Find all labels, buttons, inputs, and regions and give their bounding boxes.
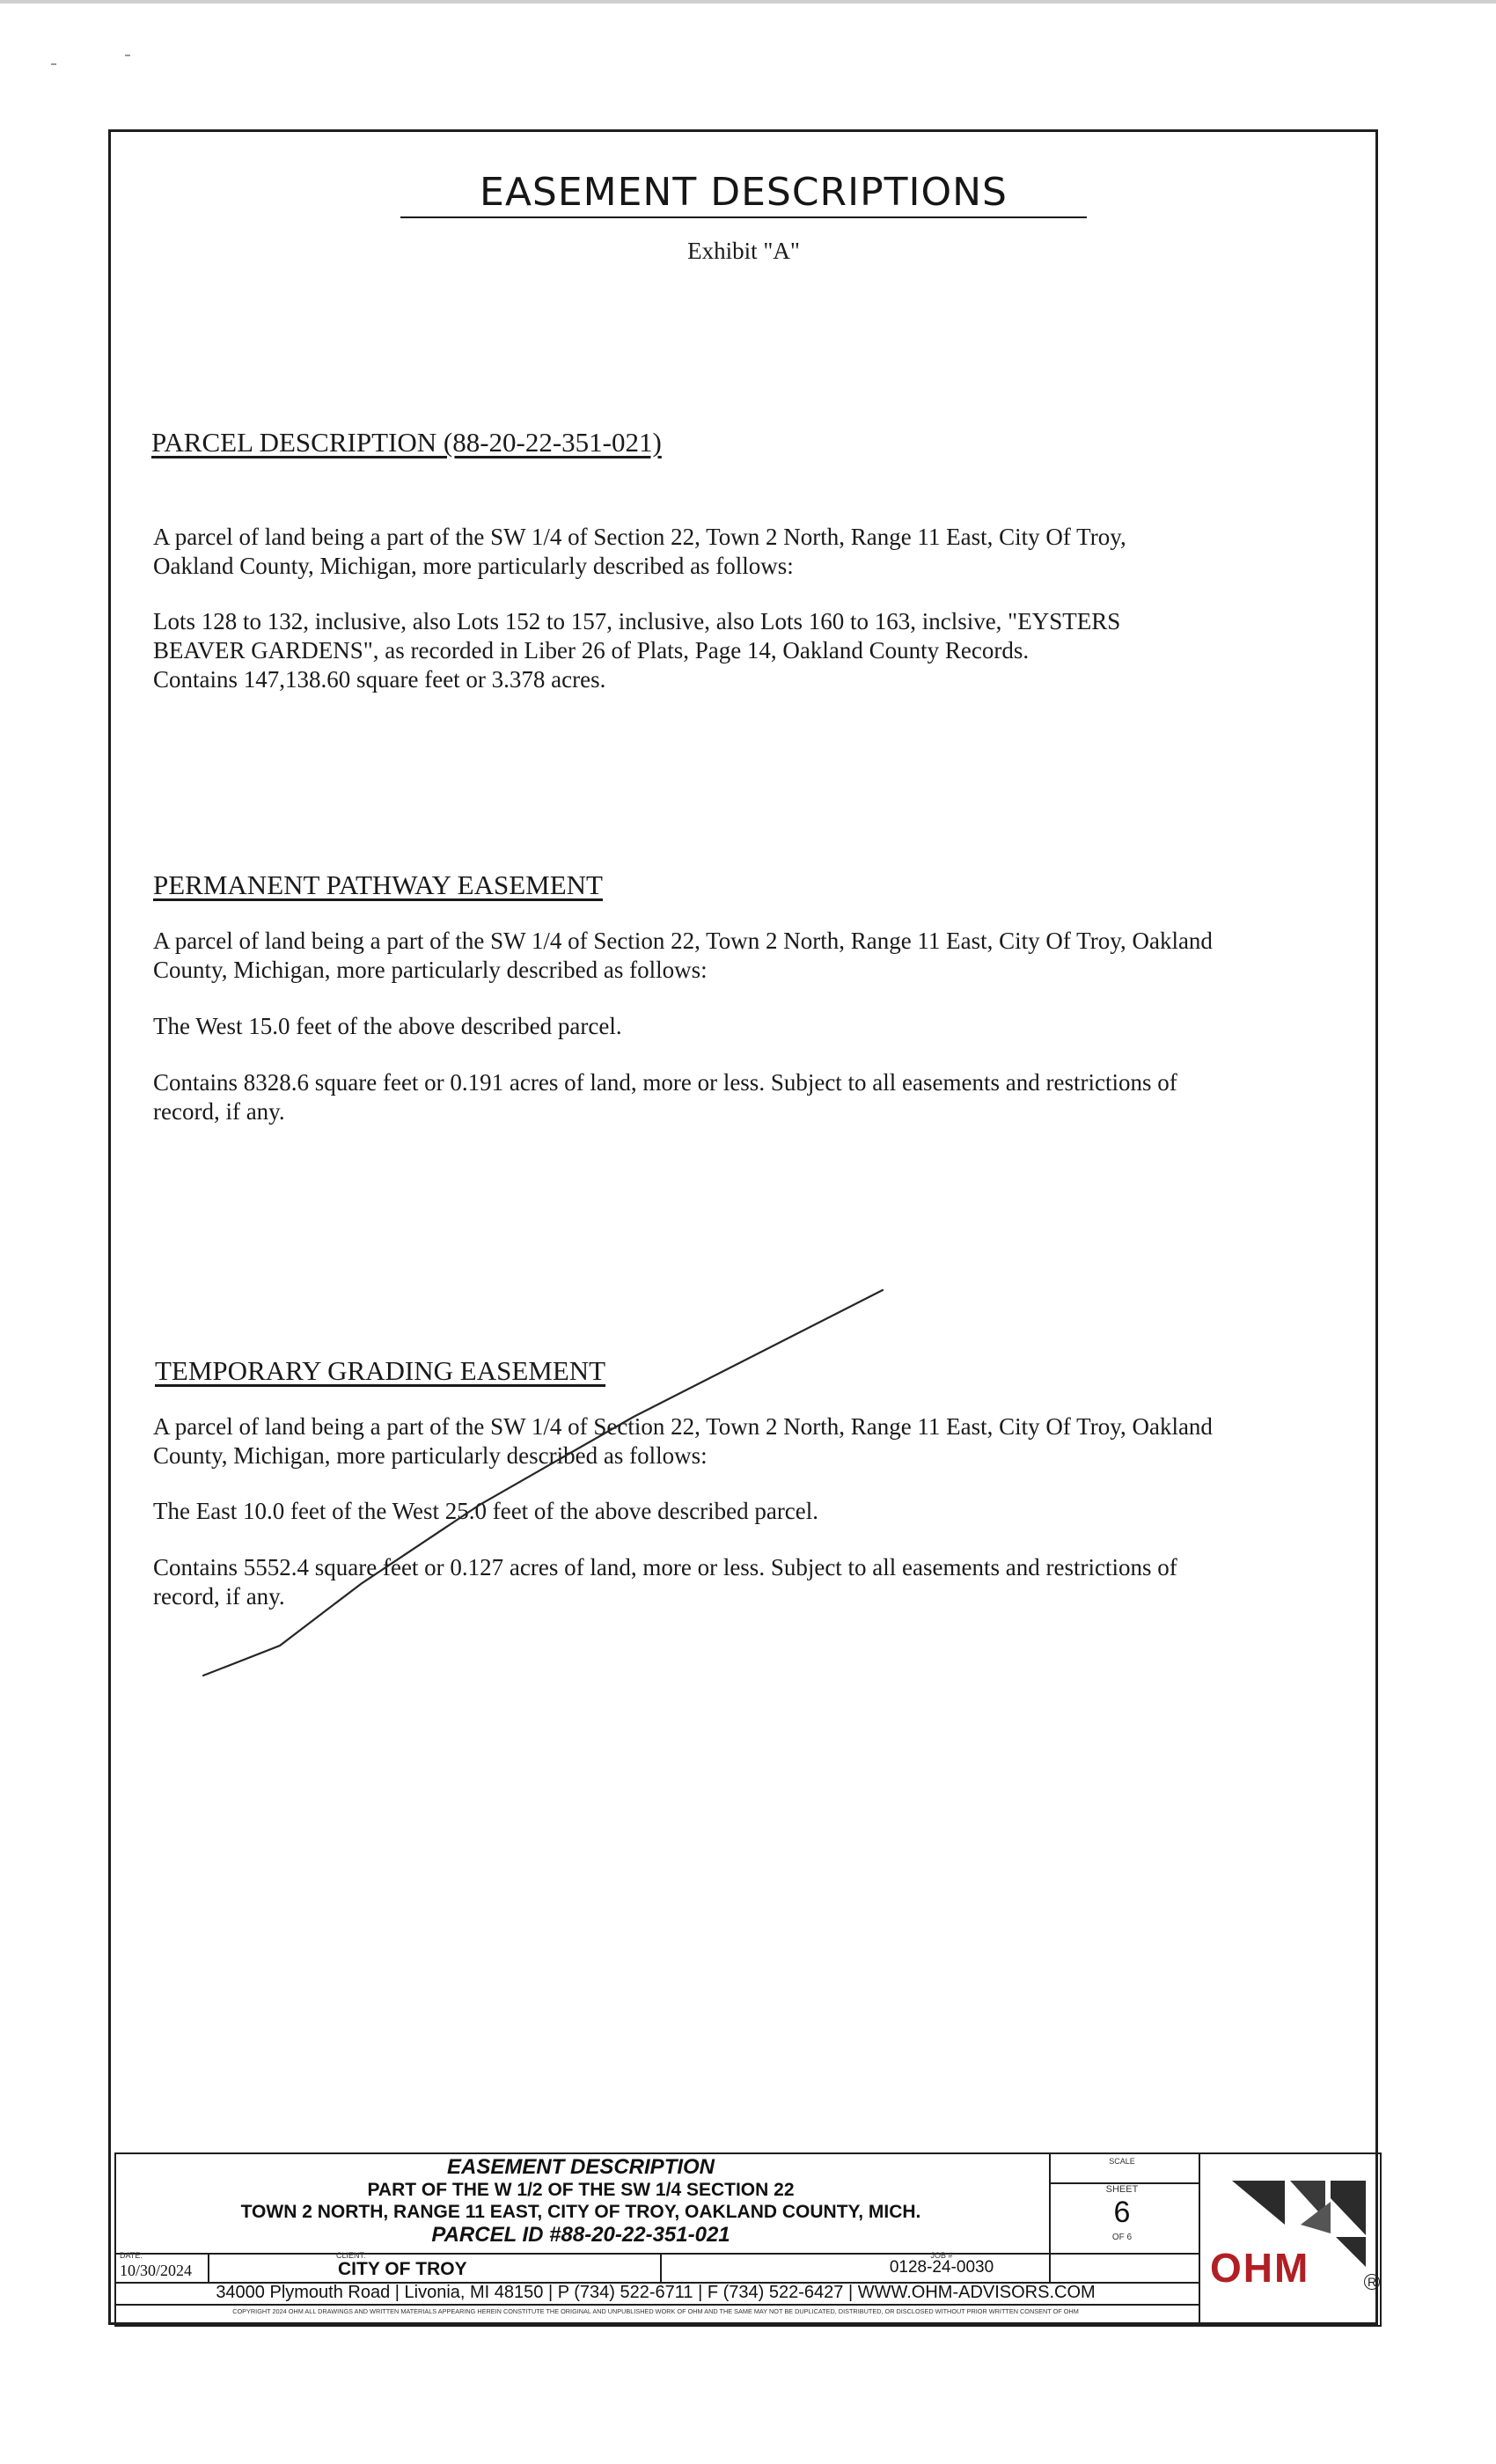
parcel-paragraph-1: [153, 523, 1297, 581]
grading-paragraph-2: [153, 1497, 1297, 1526]
date-label: DATE:: [120, 2251, 143, 2260]
parcel-paragraph-2: [153, 607, 1297, 694]
pathway-paragraph-2: [153, 1012, 1297, 1041]
document-title: EASEMENT DESCRIPTIONS: [480, 170, 1008, 215]
text-line: BEAVER GARDENS", as recorded in Liber 26 of Plats, Page 14, Oakland County Records.: [153, 637, 1030, 664]
grading-paragraph-3: [153, 1553, 1297, 1611]
text-line: A parcel of land being a part of the SW 1/4 of Section 22, Town 2 North, Range 11 East, City Of Troy, Oakland: [153, 928, 1213, 954]
grading-heading: TEMPORARY GRADING EASEMENT: [155, 1355, 606, 1386]
client-value: CITY OF TROY: [338, 2259, 467, 2279]
text-line: Contains 5552.4 square feet or 0.127 acres of land, more or less. Subject to all easements and restrictions of: [153, 1554, 1177, 1580]
sheet-of: OF 6: [1111, 2233, 1133, 2242]
text-line: record, if any.: [153, 1583, 285, 1610]
text-line: The East 10.0 feet of the West 25.0 feet of the above described parcel.: [153, 1498, 819, 1524]
text-line: A parcel of land being a part of the SW 1/4 of Section 22, Town 2 North, Range 11 East, City Of Troy, Oakland: [153, 1413, 1213, 1440]
title-block-heading: EASEMENT DESCRIPTION: [446, 2155, 715, 2179]
date-value: 10/30/2024: [120, 2262, 193, 2279]
title-rule: [400, 216, 1087, 218]
text-line: A parcel of land being a part of the SW 1/4 of Section 22, Town 2 North, Range 11 East, City Of Troy,: [153, 524, 1126, 550]
title-block-line-1: PART OF THE W 1/2 OF THE SW 1/4 SECTION 22: [367, 2180, 795, 2200]
title-block-parcel-id: PARCEL ID #88-20-22-351-021: [431, 2223, 730, 2247]
text-line: Oakland County, Michigan, more particularly described as follows:: [153, 553, 794, 579]
ohm-logo-text: OHM: [1210, 2245, 1310, 2291]
text-line: Contains 147,138.60 square feet or 3.378 acres.: [153, 666, 606, 693]
scan-speck: [51, 63, 56, 65]
copyright-line: COPYRIGHT 2024 OHM ALL DRAWINGS AND WRITTEN MATERIALS APPEARING HEREIN CONSTITUTE THE ORIGINAL AND UNPUBLISHED WORK OF OHM AND THE SAME MAY NOT BE DUPLICATED, DISTRIBUTED, OR DISCLOSED WITHOUT PRIOR WRITTEN CONSENT OF OHM: [232, 2307, 1079, 2315]
parcel-heading: PARCEL DESCRIPTION (88-20-22-351-021): [151, 427, 662, 458]
pathway-paragraph-1: [153, 927, 1297, 985]
registered-mark: R: [1364, 2274, 1380, 2290]
scale-label: SCALE: [1109, 2157, 1135, 2166]
grading-paragraph-1: [153, 1412, 1297, 1470]
text-line: Lots 128 to 132, inclusive, also Lots 152 to 157, inclusive, also Lots 160 to 163, inclsive, "EYSTERS: [153, 608, 1121, 634]
page-frame: [108, 129, 1378, 2325]
contact-line: 34000 Plymouth Road | Livonia, MI 48150 | P (734) 522-6711 | F (734) 522-6427 | WWW.OHM-ADVISORS.COM: [216, 2283, 1096, 2302]
scan-edge: [0, 0, 1496, 4]
job-value: 0128-24-0030: [889, 2258, 994, 2277]
sheet-label: SHEET: [1105, 2184, 1139, 2195]
sheet-number: 6: [1113, 2196, 1131, 2229]
pathway-paragraph-3: [153, 1068, 1297, 1126]
title-block-line-2: TOWN 2 NORTH, RANGE 11 EAST, CITY OF TROY, OAKLAND COUNTY, MICH.: [240, 2202, 921, 2222]
text-line: County, Michigan, more particularly described as follows:: [153, 957, 708, 983]
scan-speck: [125, 55, 130, 56]
text-line: Contains 8328.6 square feet or 0.191 acres of land, more or less. Subject to all easements and restrictions of: [153, 1069, 1177, 1096]
text-line: County, Michigan, more particularly described as follows:: [153, 1442, 708, 1469]
text-line: record, if any.: [153, 1098, 285, 1125]
text-line: The West 15.0 feet of the above described parcel.: [153, 1013, 622, 1039]
job-label: JOB #: [930, 2251, 953, 2260]
client-label: CLIENT:: [336, 2251, 366, 2260]
document-subtitle: Exhibit "A": [687, 238, 800, 264]
pathway-heading: PERMANENT PATHWAY EASEMENT: [153, 869, 603, 900]
